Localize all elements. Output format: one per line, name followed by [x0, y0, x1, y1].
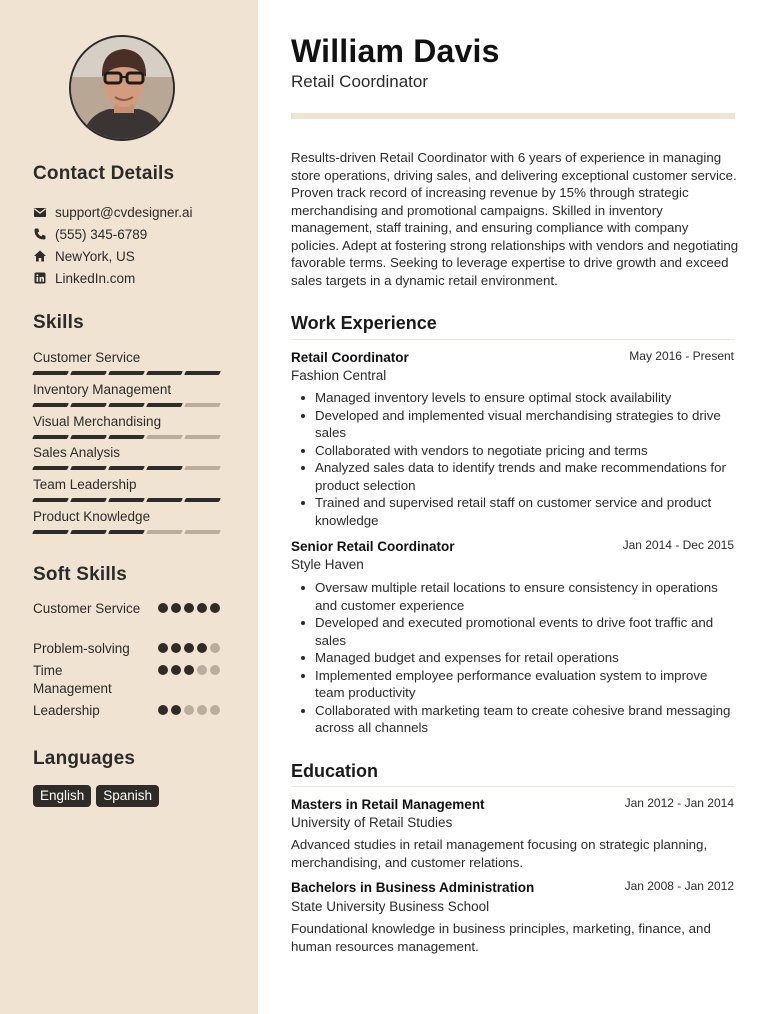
languages-list: [33, 785, 159, 807]
person-name: William Davis: [291, 33, 500, 69]
person-role: Retail Coordinator: [291, 72, 429, 91]
skill-level-bar: [33, 403, 223, 407]
contact-email-text: support@cvdesigner.ai: [55, 204, 193, 220]
skill-level-bar: [33, 530, 223, 534]
main-content: [258, 0, 768, 1014]
rating-dot: [210, 603, 220, 613]
skill-level-bar: [33, 371, 223, 375]
job-bullet: Trained and supervised retail staff on customer service and product knowledge: [291, 494, 739, 529]
skill-item: [33, 476, 223, 502]
rating-dot: [197, 643, 207, 653]
skill-level-segment: [70, 403, 107, 407]
job-bullet: Developed and implemented visual merchandising strategies to drive sales: [291, 407, 739, 442]
skill-level-segment: [70, 498, 107, 502]
soft-skill-item: [33, 662, 223, 698]
soft-skill-name: Problem-solving: [33, 641, 130, 656]
contact-email[interactable]: [33, 203, 193, 221]
contact-location-text: NewYork, US: [55, 248, 135, 264]
skill-level-segment: [184, 403, 221, 407]
contact-phone-text: (555) 345-6789: [55, 226, 148, 242]
contact-phone[interactable]: [33, 225, 147, 243]
soft-skill-rating: [158, 603, 220, 613]
rating-dot: [184, 665, 194, 675]
edu-school: University of Retail Studies: [291, 815, 453, 830]
rating-dot: [171, 603, 181, 613]
skill-level-segment: [70, 530, 107, 534]
contact-heading: Contact Details: [33, 163, 175, 184]
job-bullets: [291, 579, 739, 737]
skill-level-segment: [70, 466, 107, 470]
skill-level-segment: [146, 498, 183, 502]
skill-level-segment: [184, 530, 221, 534]
skills-heading: Skills: [33, 312, 84, 333]
skill-level-segment: [32, 466, 69, 470]
profile-summary: Results-driven Retail Coordinator with 6 years of experience in managing store operations, driving sales, and delivering exceptional customer service. Proven track record of increasing revenue by 15% through strategic merchandising and promotional campaigns. Skilled in inventory management, staff training, and ensuring compliance with company policies. Adept at fostering strong relationships with vendors and negotiating favorable terms. Seeking to leverage expertise to drive growth and exceed sales targets in a dynamic retail environment.: [291, 150, 739, 288]
work-divider: [291, 339, 735, 340]
skill-name: Visual Merchandising: [33, 414, 162, 429]
skill-name: Sales Analysis: [33, 445, 121, 460]
skill-level-segment: [108, 371, 145, 375]
contact-linkedin[interactable]: [33, 269, 135, 287]
skill-name: Product Knowledge: [33, 509, 151, 524]
rating-dot: [210, 705, 220, 715]
soft-skill-item: [33, 600, 223, 618]
skill-level-segment: [146, 466, 183, 470]
skill-level-segment: [32, 530, 69, 534]
soft-skill-name: Customer Service: [33, 601, 141, 616]
job-bullet: Analyzed sales data to identify trends and make recommendations for product selection: [291, 459, 739, 494]
skill-level-segment: [70, 435, 107, 439]
edu-description: Foundational knowledge in business principles, marketing, finance, and human resources management.: [291, 921, 711, 954]
skill-level-segment: [146, 371, 183, 375]
rating-dot: [197, 603, 207, 613]
skill-level-segment: [32, 371, 69, 375]
email-icon: [33, 205, 47, 219]
rating-dot: [158, 665, 168, 675]
soft-skill-rating: [158, 705, 220, 715]
languages-heading: Languages: [33, 748, 136, 769]
contact-location: [33, 247, 135, 265]
skill-level-segment: [32, 498, 69, 502]
skill-level-segment: [108, 466, 145, 470]
soft-skills-heading: Soft Skills: [33, 564, 128, 585]
job-bullet: Implemented employee performance evaluation system to improve team productivity: [291, 667, 739, 702]
phone-icon: [33, 227, 47, 241]
rating-dot: [197, 705, 207, 715]
job-dates: May 2016 - Present: [629, 349, 734, 363]
soft-skill-item: [33, 640, 223, 658]
edu-dates: Jan 2008 - Jan 2012: [624, 879, 734, 893]
job-bullet: Developed and executed promotional events to drive foot traffic and sales: [291, 614, 739, 649]
header-divider: [291, 113, 735, 119]
skill-level-bar: [33, 466, 223, 470]
sidebar: [0, 0, 258, 1014]
skill-level-segment: [108, 435, 145, 439]
edu-description: Advanced studies in retail management focusing on strategic planning, merchandising, and customer relations.: [291, 837, 708, 870]
soft-skill-rating: [158, 643, 220, 653]
job-bullet: Collaborated with vendors to negotiate pricing and terms: [291, 442, 739, 460]
soft-skill-rating: [158, 665, 220, 675]
rating-dot: [184, 705, 194, 715]
education-heading: Education: [291, 761, 379, 781]
skill-level-segment: [32, 435, 69, 439]
skill-item: [33, 413, 223, 439]
rating-dot: [158, 643, 168, 653]
skill-level-segment: [108, 530, 145, 534]
job-company: Style Haven: [291, 557, 364, 572]
contact-linkedin-text: LinkedIn.com: [55, 270, 136, 286]
job-dates: Jan 2014 - Dec 2015: [622, 538, 734, 552]
education-divider: [291, 786, 735, 787]
edu-school: State University Business School: [291, 899, 490, 914]
skill-level-segment: [184, 466, 221, 470]
skill-level-segment: [146, 435, 183, 439]
job-bullet: Managed budget and expenses for retail operations: [291, 649, 739, 667]
skill-level-segment: [108, 498, 145, 502]
rating-dot: [158, 603, 168, 613]
soft-skill-name: Leadership: [33, 703, 100, 718]
job-title: Senior Retail Coordinator: [291, 539, 455, 554]
linkedin-icon: [33, 271, 47, 285]
rating-dot: [171, 705, 181, 715]
edu-degree: Masters in Retail Management: [291, 797, 485, 812]
rating-dot: [184, 643, 194, 653]
skill-item: [33, 444, 223, 470]
job-bullet: Oversaw multiple retail locations to ensure consistency in operations and customer experience: [291, 579, 739, 614]
skill-name: Inventory Management: [33, 382, 172, 397]
job-title: Retail Coordinator: [291, 350, 409, 365]
language-badge: Spanish: [96, 785, 159, 807]
skill-level-segment: [146, 403, 183, 407]
job-bullets: [291, 389, 739, 529]
home-icon: [33, 249, 47, 263]
job-bullet: Managed inventory levels to ensure optimal stock availability: [291, 389, 739, 407]
skill-level-bar: [33, 498, 223, 502]
skill-item: [33, 381, 223, 407]
job-company: Fashion Central: [291, 368, 387, 383]
skill-level-segment: [32, 403, 69, 407]
edu-degree: Bachelors in Business Administration: [291, 880, 535, 895]
rating-dot: [197, 665, 207, 675]
skill-name: Customer Service: [33, 350, 141, 365]
rating-dot: [171, 665, 181, 675]
rating-dot: [184, 603, 194, 613]
skill-level-segment: [184, 371, 221, 375]
soft-skill-name: Time Management: [33, 663, 112, 696]
skill-name: Team Leadership: [33, 477, 137, 492]
rating-dot: [171, 643, 181, 653]
work-heading: Work Experience: [291, 313, 437, 333]
skill-level-segment: [108, 403, 145, 407]
edu-dates: Jan 2012 - Jan 2014: [624, 796, 734, 810]
soft-skill-item: [33, 702, 223, 720]
language-badge: English: [33, 785, 91, 807]
rating-dot: [210, 665, 220, 675]
skill-level-segment: [146, 530, 183, 534]
profile-photo: [69, 35, 175, 141]
skill-level-segment: [184, 435, 221, 439]
skill-level-segment: [70, 371, 107, 375]
rating-dot: [158, 705, 168, 715]
job-bullet: Collaborated with marketing team to create cohesive brand messaging across all channels: [291, 702, 739, 737]
skill-item: [33, 508, 223, 534]
skill-level-bar: [33, 435, 223, 439]
skill-level-segment: [184, 498, 221, 502]
skill-item: [33, 349, 223, 375]
rating-dot: [210, 643, 220, 653]
